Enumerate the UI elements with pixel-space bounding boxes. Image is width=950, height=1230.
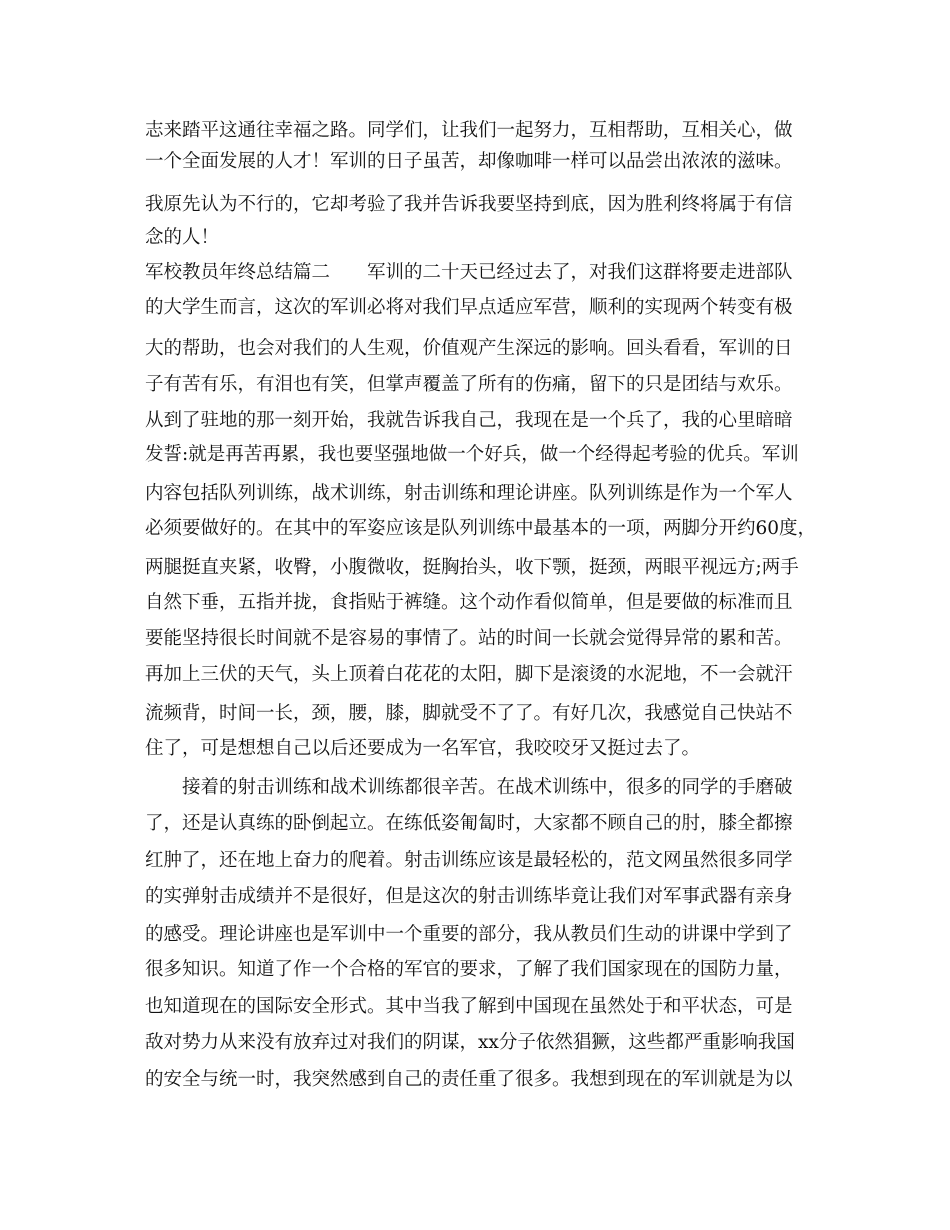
text-line: 发誓:就是再苦再累，我也要坚强地做一个好兵，做一个经得起考验的优兵。军训: [145, 444, 799, 465]
text-line: 了，还是认真练的卧倒起立。在练低姿匍匐时，大家都不顾自己的肘，膝全都擦: [145, 813, 793, 834]
text-line: 我原先认为不行的，它却考验了我并告诉我要坚持到底，因为胜利终将属于有信: [145, 194, 793, 215]
text-line: 念的人！: [145, 227, 220, 248]
text-line: 内容包括队列训练，战术训练，射击训练和理论讲座。队列训练是作为一个军人: [145, 483, 793, 504]
text-line: 的安全与统一时，我突然感到自己的责任重了很多。我想到现在的军训就是为以: [145, 1069, 793, 1090]
text-line: 红肿了，还在地上奋力的爬着。射击训练应该是最轻松的，范文网虽然很多同学: [145, 850, 793, 871]
text-line: 自然下垂，五指并拢，食指贴于裤缝。这个动作看似简单，但是要做的标准而且: [145, 592, 793, 613]
text-line: 住了，可是想想自己以后还要成为一名军官，我咬咬牙又挺过去了。: [145, 738, 701, 759]
text-line: 子有苦有乐，有泪也有笑，但掌声覆盖了所有的伤痛，留下的只是团结与欢乐。: [145, 374, 793, 395]
text-line: 一个全面发展的人才！军训的日子虽苦，却像咖啡一样可以品尝出浓浓的滋味。: [145, 151, 793, 172]
text-line: 要能坚持很长时间就不是容易的事情了。站的时间一长就会觉得异常的累和苦。: [145, 628, 793, 649]
text-line: 的实弹射击成绩并不是很好，但是这次的射击训练毕竟让我们对军事武器有亲身: [145, 886, 793, 907]
section-heading-line: 军校教员年终总结篇二 军训的二十天已经过去了，对我们这群将要走进部队: [145, 262, 793, 283]
text-line: 也知道现在的国际安全形式。其中当我了解到中国现在虽然处于和平状态，可是: [145, 996, 793, 1017]
text-line: 很多知识。知道了作一个合格的军官的要求，了解了我们国家现在的国防力量，: [145, 959, 793, 980]
text-line: 的大学生而言，这次的军训必将对我们早点适应军营，顺利的实现两个转变有极: [145, 297, 793, 318]
text-line: 志来踏平这通往幸福之路。同学们，让我们一起努力，互相帮助，互相关心，做: [145, 120, 793, 141]
text-line: 大的帮助，也会对我们的人生观，价值观产生深远的影响。回头看看，军训的日: [145, 338, 793, 359]
text-line: 两腿挺直夹紧，收臀，小腹微收，挺胸抬头，收下颚，挺颈，两眼平视远方;两手: [145, 557, 799, 578]
text-line: 必须要做好的。在其中的军姿应该是队列训练中最基本的一项，两脚分开约60度，: [145, 518, 817, 539]
text-line: 的感受。理论讲座也是军训中一个重要的部分，我从教员们生动的讲课中学到了: [145, 924, 793, 945]
text-line: 敌对势力从来没有放弃过对我们的阴谋，xx分子依然猖獗，这些都严重影响我国: [145, 1032, 795, 1053]
text-line: 再加上三伏的天气，头上顶着白花花的太阳，脚下是滚烫的水泥地，不一会就汗: [145, 664, 793, 685]
text-line: 流频背，时间一长，颈，腰，膝，脚就受不了了。有好几次，我感觉自己快站不: [145, 703, 793, 724]
text-line: 接着的射击训练和战术训练都很辛苦。在战术训练中，很多的同学的手磨破: [145, 777, 793, 798]
text-line: 从到了驻地的那一刻开始，我就告诉我自己，我现在是一个兵了，我的心里暗暗: [145, 410, 793, 431]
